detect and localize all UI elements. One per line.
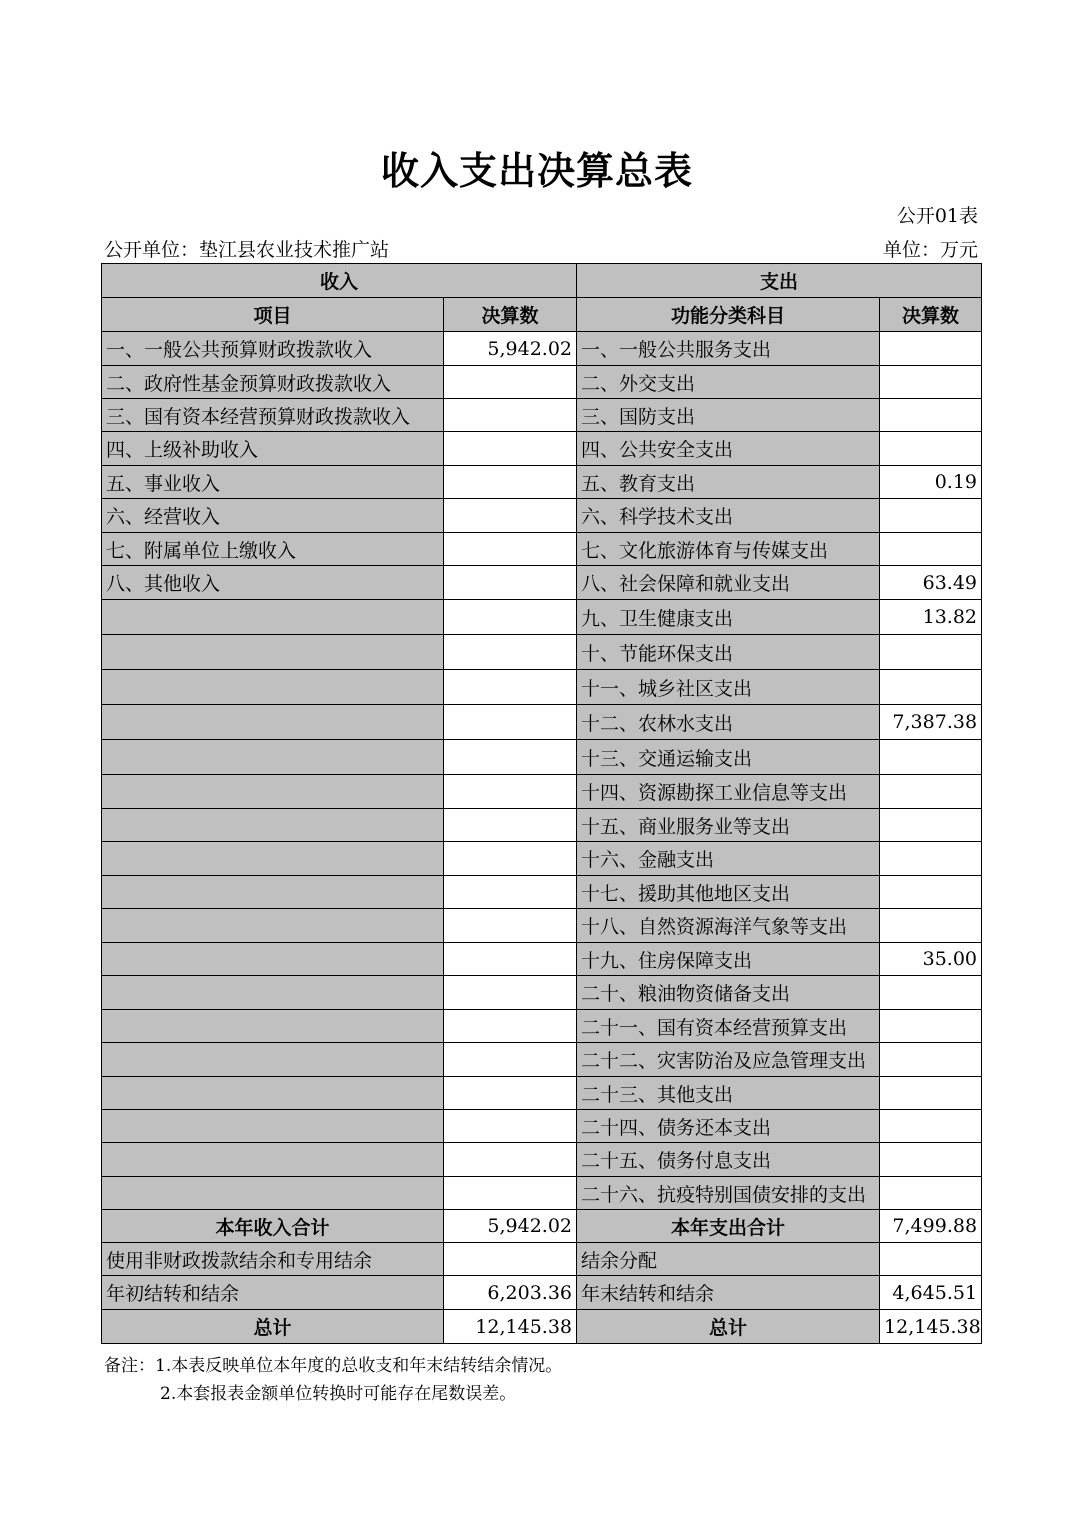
total-row <box>102 1310 982 1344</box>
expense-item: 三、国防支出 <box>577 399 880 432</box>
income-item: 二、政府性基金预算财政拨款收入 <box>102 366 444 399</box>
income-amount <box>444 366 577 399</box>
expense-section-header: 支出 <box>577 264 982 298</box>
income-item <box>102 1043 444 1077</box>
income-item <box>102 909 444 943</box>
expense-amount <box>880 1077 982 1110</box>
expense-amount <box>880 1243 982 1276</box>
expense-amount <box>880 809 982 842</box>
table-row <box>102 1276 982 1310</box>
table-row <box>102 600 982 635</box>
table-row <box>102 943 982 976</box>
expense-amount <box>880 432 982 466</box>
expense-item: 四、公共安全支出 <box>577 432 880 466</box>
expense-amount: 13.82 <box>880 600 982 635</box>
expense-item: 二、外交支出 <box>577 366 880 399</box>
expense-total-amount: 12,145.38 <box>880 1310 982 1344</box>
table-row <box>102 809 982 842</box>
expense-amount <box>880 499 982 533</box>
income-item: 六、经营收入 <box>102 499 444 533</box>
income-amount <box>444 775 577 809</box>
expense-item: 十九、住房保障支出 <box>577 943 880 976</box>
income-amount <box>444 466 577 499</box>
table-row <box>102 399 982 432</box>
expense-item: 十、节能环保支出 <box>577 635 880 670</box>
income-total-label: 总计 <box>102 1310 444 1344</box>
expense-item: 二十二、灾害防治及应急管理支出 <box>577 1043 880 1077</box>
expense-item: 十四、资源勘探工业信息等支出 <box>577 775 880 809</box>
currency-unit: 单位：万元 <box>882 239 978 261</box>
expense-subtotal-label: 本年支出合计 <box>577 1210 880 1243</box>
income-amount <box>444 670 577 705</box>
table-row <box>102 705 982 740</box>
income-amount <box>444 976 577 1010</box>
expense-item: 十六、金融支出 <box>577 842 880 876</box>
expense-item: 二十四、债务还本支出 <box>577 1110 880 1143</box>
expense-amount <box>880 842 982 876</box>
income-amount <box>444 1143 577 1177</box>
expense-amount: 35.00 <box>880 943 982 976</box>
income-item <box>102 1077 444 1110</box>
expense-subtotal-amount: 7,499.88 <box>880 1210 982 1243</box>
expense-amount <box>880 876 982 909</box>
budget-table <box>101 263 982 1344</box>
table-row <box>102 432 982 466</box>
table-row <box>102 533 982 566</box>
income-item <box>102 876 444 909</box>
income-item <box>102 1143 444 1177</box>
income-item <box>102 740 444 775</box>
table-row <box>102 1010 982 1043</box>
note-line-2: 2.本套报表金额单位转换时可能存在尾数误差。 <box>160 1384 517 1404</box>
expense-amount <box>880 909 982 943</box>
table-row <box>102 499 982 533</box>
notes <box>104 1352 562 1408</box>
income-amount <box>444 499 577 533</box>
income-item <box>102 600 444 635</box>
table-row <box>102 466 982 499</box>
income-item <box>102 1010 444 1043</box>
income-item <box>102 1177 444 1210</box>
income-item <box>102 976 444 1010</box>
income-amount <box>444 600 577 635</box>
income-amount <box>444 809 577 842</box>
expense-item: 八、社会保障和就业支出 <box>577 566 880 600</box>
income-item: 五、事业收入 <box>102 466 444 499</box>
income-section-header: 收入 <box>102 264 577 298</box>
expense-item: 十一、城乡社区支出 <box>577 670 880 705</box>
income-amount <box>444 1010 577 1043</box>
expense-amount <box>880 399 982 432</box>
income-amount <box>444 399 577 432</box>
expense-amount <box>880 366 982 399</box>
income-item: 使用非财政拨款结余和专用结余 <box>102 1243 444 1276</box>
expense-amount: 63.49 <box>880 566 982 600</box>
expense-amount: 0.19 <box>880 466 982 499</box>
table-row <box>102 1110 982 1143</box>
income-subtotal-amount: 5,942.02 <box>444 1210 577 1243</box>
expense-amount <box>880 670 982 705</box>
expense-item: 十七、援助其他地区支出 <box>577 876 880 909</box>
expense-item: 二十三、其他支出 <box>577 1077 880 1110</box>
expense-amount <box>880 533 982 566</box>
table-row <box>102 1143 982 1177</box>
table-row <box>102 670 982 705</box>
expense-amount <box>880 1010 982 1043</box>
expense-amount: 4,645.51 <box>880 1276 982 1310</box>
income-amount <box>444 740 577 775</box>
expense-amount <box>880 1043 982 1077</box>
table-row <box>102 740 982 775</box>
income-amount: 6,203.36 <box>444 1276 577 1310</box>
income-item <box>102 670 444 705</box>
income-item <box>102 1110 444 1143</box>
income-subtotal-label: 本年收入合计 <box>102 1210 444 1243</box>
expense-item: 年末结转和结余 <box>577 1276 880 1310</box>
expense-amount <box>880 635 982 670</box>
income-amount <box>444 1043 577 1077</box>
income-item <box>102 842 444 876</box>
expense-item: 结余分配 <box>577 1243 880 1276</box>
income-amount <box>444 566 577 600</box>
expense-item: 二十、粮油物资储备支出 <box>577 976 880 1010</box>
income-amount <box>444 842 577 876</box>
income-item <box>102 809 444 842</box>
expense-item: 五、教育支出 <box>577 466 880 499</box>
income-item-header: 项目 <box>102 298 444 332</box>
income-item: 七、附属单位上缴收入 <box>102 533 444 566</box>
income-item <box>102 705 444 740</box>
table-row <box>102 842 982 876</box>
column-header-row <box>102 298 982 332</box>
expense-item: 七、文化旅游体育与传媒支出 <box>577 533 880 566</box>
expense-amount <box>880 332 982 366</box>
income-amount <box>444 1243 577 1276</box>
expense-item: 十五、商业服务业等支出 <box>577 809 880 842</box>
table-row <box>102 1177 982 1210</box>
income-amount <box>444 533 577 566</box>
income-item: 三、国有资本经营预算财政拨款收入 <box>102 399 444 432</box>
expense-amount-header: 决算数 <box>880 298 982 332</box>
table-row <box>102 1077 982 1110</box>
income-amount <box>444 1177 577 1210</box>
expense-item: 二十六、抗疫特别国债安排的支出 <box>577 1177 880 1210</box>
expense-amount <box>880 740 982 775</box>
table-row <box>102 635 982 670</box>
expense-amount <box>880 775 982 809</box>
income-amount <box>444 432 577 466</box>
income-amount: 5,942.02 <box>444 332 577 366</box>
expense-amount: 7,387.38 <box>880 705 982 740</box>
table-row <box>102 366 982 399</box>
expense-item: 十八、自然资源海洋气象等支出 <box>577 909 880 943</box>
note-line-1: 备注：1.本表反映单位本年度的总收支和年末结转结余情况。 <box>104 1356 563 1376</box>
expense-item-header: 功能分类科目 <box>577 298 880 332</box>
income-item <box>102 943 444 976</box>
table-row <box>102 1043 982 1077</box>
income-amount <box>444 635 577 670</box>
expense-item: 十二、农林水支出 <box>577 705 880 740</box>
income-item: 四、上级补助收入 <box>102 432 444 466</box>
expense-item: 一、一般公共服务支出 <box>577 332 880 366</box>
income-amount <box>444 705 577 740</box>
income-amount <box>444 909 577 943</box>
expense-item: 六、科学技术支出 <box>577 499 880 533</box>
expense-item: 十三、交通运输支出 <box>577 740 880 775</box>
income-amount-header: 决算数 <box>444 298 577 332</box>
table-row <box>102 909 982 943</box>
expense-item: 二十五、债务付息支出 <box>577 1143 880 1177</box>
income-item: 年初结转和结余 <box>102 1276 444 1310</box>
table-row <box>102 876 982 909</box>
table-row <box>102 976 982 1010</box>
table-row <box>102 332 982 366</box>
income-total-amount: 12,145.38 <box>444 1310 577 1344</box>
reporting-unit: 公开单位：垫江县农业技术推广站 <box>104 239 390 261</box>
income-item <box>102 775 444 809</box>
expense-item: 九、卫生健康支出 <box>577 600 880 635</box>
table-row <box>102 1243 982 1276</box>
expense-amount <box>880 1177 982 1210</box>
income-item: 八、其他收入 <box>102 566 444 600</box>
form-code: 公开01表 <box>896 205 978 227</box>
expense-total-label: 总计 <box>577 1310 880 1344</box>
expense-amount <box>880 1110 982 1143</box>
income-amount <box>444 1077 577 1110</box>
income-item <box>102 635 444 670</box>
table-row <box>102 775 982 809</box>
expense-amount <box>880 976 982 1010</box>
income-amount <box>444 1110 577 1143</box>
income-amount <box>444 876 577 909</box>
expense-item: 二十一、国有资本经营预算支出 <box>577 1010 880 1043</box>
income-amount <box>444 943 577 976</box>
table-row <box>102 566 982 600</box>
expense-amount <box>880 1143 982 1177</box>
income-item: 一、一般公共预算财政拨款收入 <box>102 332 444 366</box>
section-header-row <box>102 264 982 298</box>
subtotal-row <box>102 1210 982 1243</box>
page-title: 收入支出决算总表 <box>380 149 693 193</box>
